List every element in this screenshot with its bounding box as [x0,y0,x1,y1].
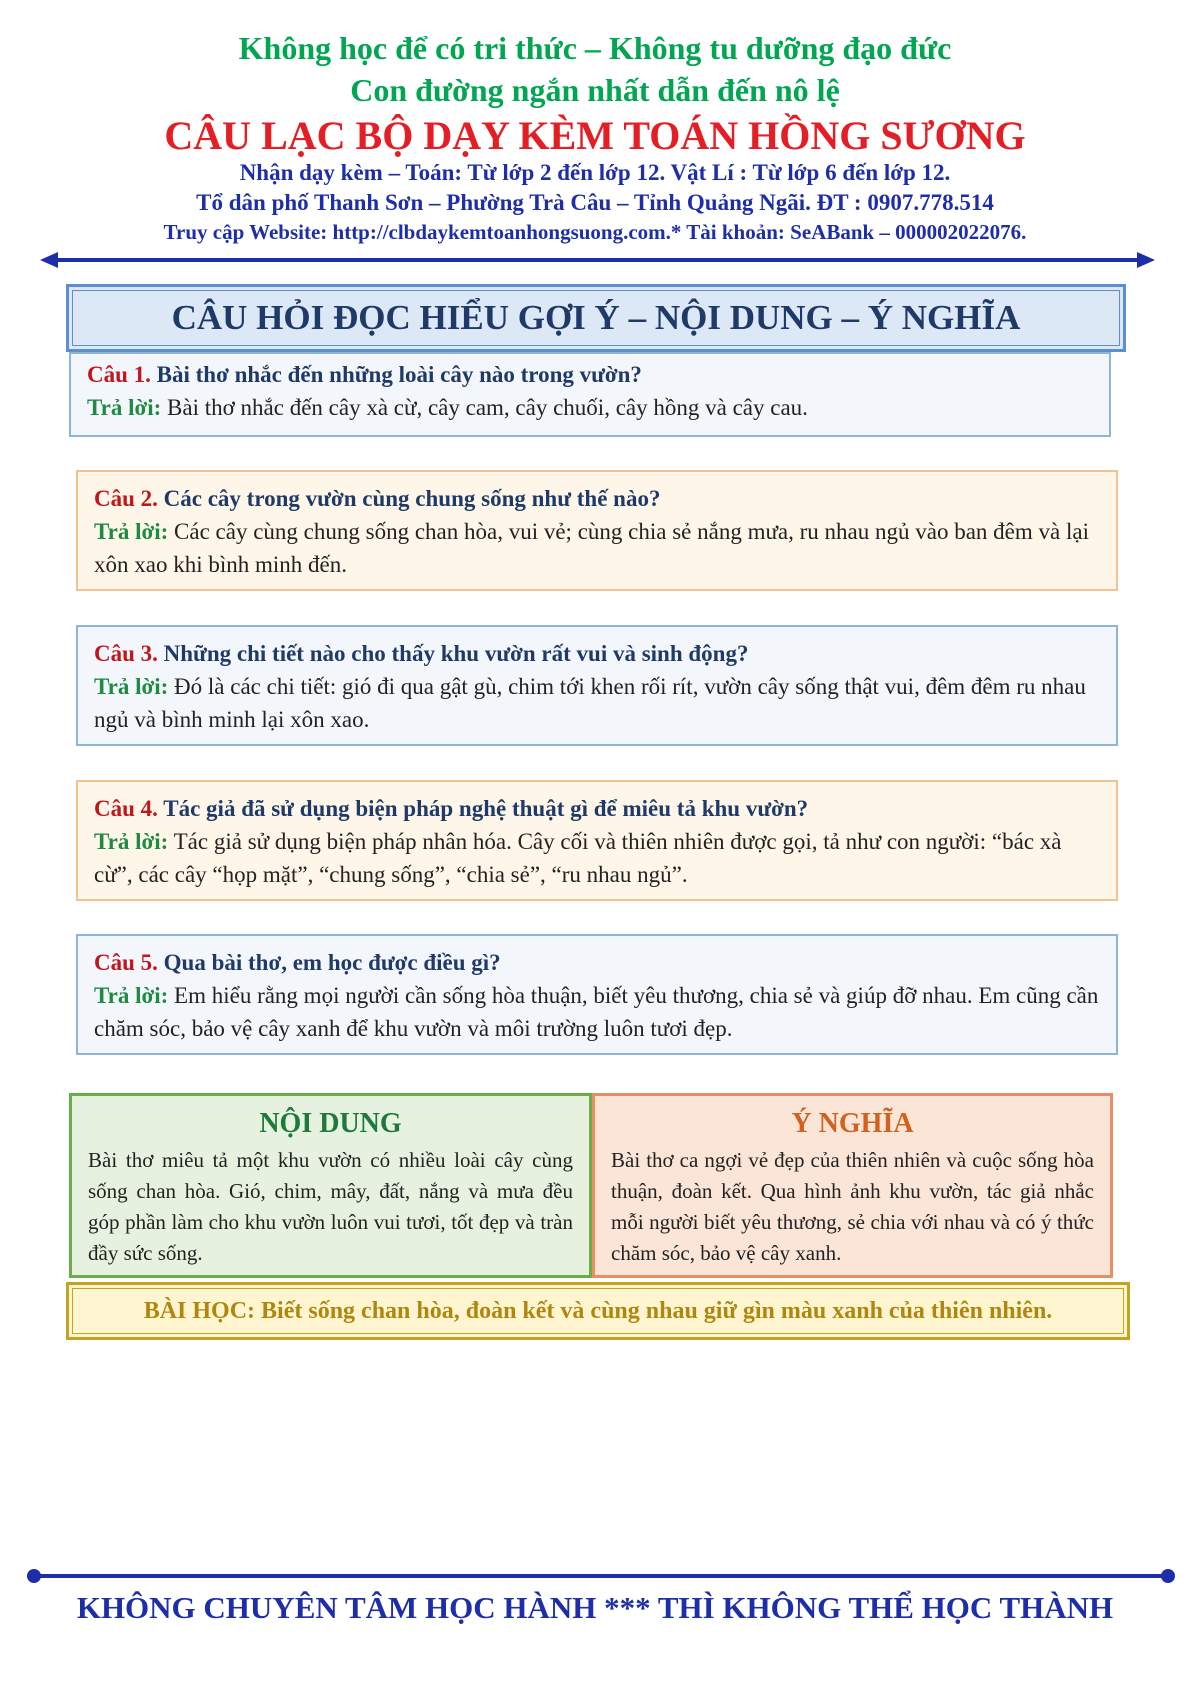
question-number: Câu 4. [94,796,158,821]
question-card-2 [76,470,1118,591]
answer-line [94,515,1100,581]
question-line [94,637,1100,670]
content-title: NỘI DUNG [259,1108,402,1139]
answer-text: Tác giả sử dụng biện pháp nhân hóa. Cây cối và thiên nhiên được gọi, tả như con người: “bác xà cừ”, các cây “họp mặt”, “chung sống”, “chia sẻ”, “ru nhau ngủ”. [94,829,1062,887]
footer-slogan: KHÔNG CHUYÊN TÂM HỌC HÀNH *** THÌ KHÔNG THỂ HỌC THÀNH [76,1590,1114,1625]
lesson-text: BÀI HỌC: Biết sống chan hòa, đoàn kết và cùng nhau giữ gìn màu xanh của thiên nhiên. [143,1297,1053,1324]
info-line-1: Nhận dạy kèm – Toán: Từ lớp 2 đến lớp 12. Vật Lí : Từ lớp 6 đến lớp 12. [239,160,951,185]
meaning-box [592,1093,1113,1278]
question-line [94,482,1100,515]
answer-text: Em hiểu rằng mọi người cần sống hòa thuận, biết yêu thương, chia sẻ và giúp đỡ nhau. Em cũng cần chăm sóc, bảo vệ cây xanh để khu vườn và môi trường luôn tươi đẹp. [94,983,1099,1041]
question-card-3 [76,625,1118,746]
question-card-4 [76,780,1118,901]
answer-label: Trả lời: [94,519,169,544]
answer-line [94,979,1100,1045]
answer-label: Trả lời: [94,983,169,1008]
answer-line [87,391,1093,424]
question-text: Các cây trong vườn cùng chung sống như thế nào? [163,486,661,511]
motto-line-1: Không học để có tri thức – Không tu dưỡng đạo đức [238,30,952,66]
question-number: Câu 5. [94,950,158,975]
section-title: CÂU HỎI ĐỌC HIỂU GỢI Ý – NỘI DUNG – Ý NGHĨA [171,298,1021,337]
answer-label: Trả lời: [94,674,169,699]
question-line [87,358,1093,391]
answer-text: Bài thơ nhắc đến cây xà cừ, cây cam, cây chuối, cây hồng và cây cau. [167,395,808,420]
info-line-3: Truy cập Website: http://clbdaykemtoanhongsuong.com.* Tài khoản: SeABank – 000002022076. [163,220,1027,244]
question-number: Câu 3. [94,641,158,666]
question-card-5 [76,934,1118,1055]
content-box [69,1093,592,1278]
meaning-text: Bài thơ ca ngợi vẻ đẹp của thiên nhiên và cuộc sống hòa thuận, đoàn kết. Qua hình ảnh khu vườn, tác giả nhắc mỗi người biết yêu thương, sẻ chia với nhau và có ý thức chăm sóc, bảo vệ cây xanh. [611,1148,1094,1265]
question-number: Câu 1. [87,362,151,387]
motto-line-2: Con đường ngắn nhất dẫn đến nô lệ [350,72,840,108]
question-text: Tác giả đã sử dụng biện pháp nghệ thuật gì để miêu tả khu vườn? [163,796,809,821]
question-text: Những chi tiết nào cho thấy khu vườn rất vui và sinh động? [163,641,749,666]
question-line [94,946,1100,979]
answer-text: Đó là các chi tiết: gió đi qua gật gù, chim tới khen rối rít, vườn cây sống thật vui, đêm đêm ru nhau ngủ và bình minh lại xôn xao. [94,674,1086,732]
answer-line [94,825,1100,891]
question-line [94,792,1100,825]
footer-divider [26,1566,1176,1586]
lesson-box [66,1282,1130,1340]
info-line-2: Tổ dân phố Thanh Sơn – Phường Trà Câu – Tỉnh Quảng Ngãi. ĐT : 0907.778.514 [196,190,994,215]
question-card-1 [69,352,1111,437]
meaning-title: Ý NGHĨA [791,1108,914,1139]
question-number: Câu 2. [94,486,158,511]
double-arrow-divider [40,250,1155,270]
section-title-box [66,284,1126,352]
answer-line [94,670,1100,736]
answer-label: Trả lời: [94,829,169,854]
answer-label: Trả lời: [87,395,162,420]
question-text: Qua bài thơ, em học được điều gì? [163,950,501,975]
club-name: CÂU LẠC BỘ DẠY KÈM TOÁN HỒNG SƯƠNG [164,113,1026,158]
question-text: Bài thơ nhắc đến những loài cây nào trong vườn? [156,362,642,387]
answer-text: Các cây cùng chung sống chan hòa, vui vẻ; cùng chia sẻ nắng mưa, ru nhau ngủ vào ban đêm và lại xôn xao khi bình minh đến. [94,519,1089,577]
content-text: Bài thơ miêu tả một khu vườn có nhiều loài cây cùng sống chan hòa. Gió, chim, mây, đất, nắng và mưa đều góp phần làm cho khu vườn luôn vui tươi, tốt đẹp và tràn đầy sức sống. [88,1148,573,1265]
